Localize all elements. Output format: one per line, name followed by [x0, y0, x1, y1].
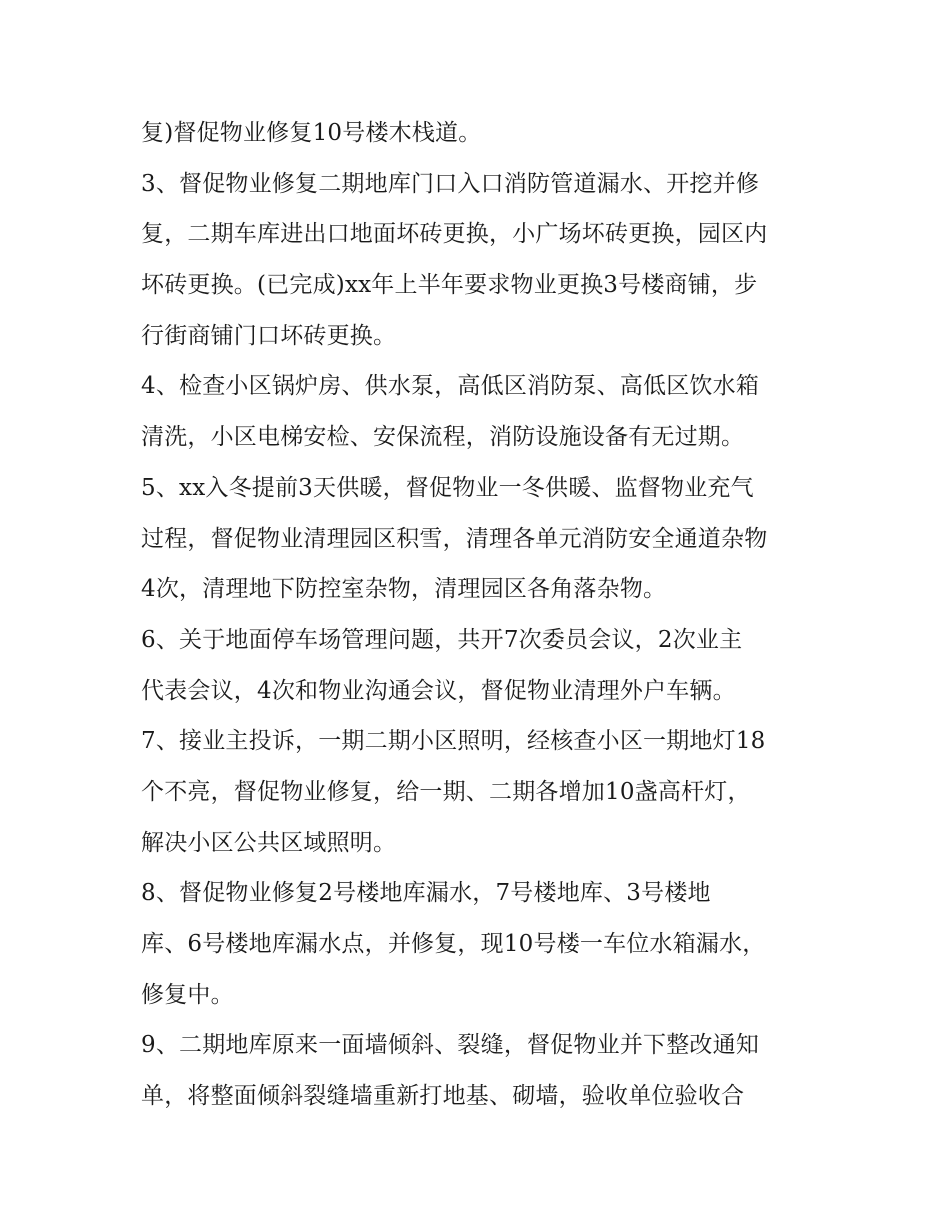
text-line: 7、接业主投诉，一期二期小区照明，经核查小区一期地灯18 — [141, 728, 766, 755]
text-line: 5、xx入冬提前3天供暖，督促物业一冬供暖、监督物业充气 — [141, 474, 754, 501]
text-line: 行街商铺门口坏砖更换。 — [141, 322, 397, 349]
text-line: 单，将整面倾斜裂缝墙重新打地基、砌墙，验收单位验收合 — [141, 1083, 745, 1110]
text-line: 复)督促物业修复10号楼木栈道。 — [141, 120, 482, 146]
text-line: 个不亮，督促物业修复，给一期、二期各增加10盏高杆灯， — [141, 778, 751, 805]
text-line: 4次，清理地下防控室杂物，清理园区各角落杂物。 — [141, 576, 667, 603]
text-line: 过程，督促物业清理园区积雪，清理各单元消防安全通道杂物 — [141, 525, 768, 552]
document-body — [141, 108, 821, 1122]
text-line: 9、二期地库原来一面墙倾斜、裂缝，督促物业并下整改通知 — [141, 1032, 760, 1059]
text-line: 6、关于地面停车场管理问题，共开7次委员会议，2次业主 — [141, 626, 743, 653]
text-line: 3、督促物业修复二期地库门口入口消防管道漏水、开挖并修 — [141, 170, 760, 197]
text-line: 库、6号楼地库漏水点，并修复，现10号楼一车位水箱漏水， — [141, 931, 766, 957]
text-line: 代表会议，4次和物业沟通会议，督促物业清理外户车辆。 — [141, 677, 736, 704]
text-line: 4、检查小区锅炉房、供水泵，高低区消防泵、高低区饮水箱 — [141, 373, 760, 400]
text-line: 8、督促物业修复2号楼地库漏水，7号楼地库、3号楼地 — [141, 880, 711, 907]
text-line: 坏砖更换。(已完成)xx年上半年要求物业更换3号楼商铺，步 — [141, 272, 758, 299]
text-line: 清洗，小区电梯安检、安保流程，消防设施设备有无过期。 — [141, 424, 745, 451]
text-line: 解决小区公共区域照明。 — [141, 829, 397, 856]
text-line: 复，二期车库进出口地面坏砖更换，小广场坏砖更换，园区内 — [141, 221, 768, 248]
text-line: 修复中。 — [141, 981, 234, 1008]
